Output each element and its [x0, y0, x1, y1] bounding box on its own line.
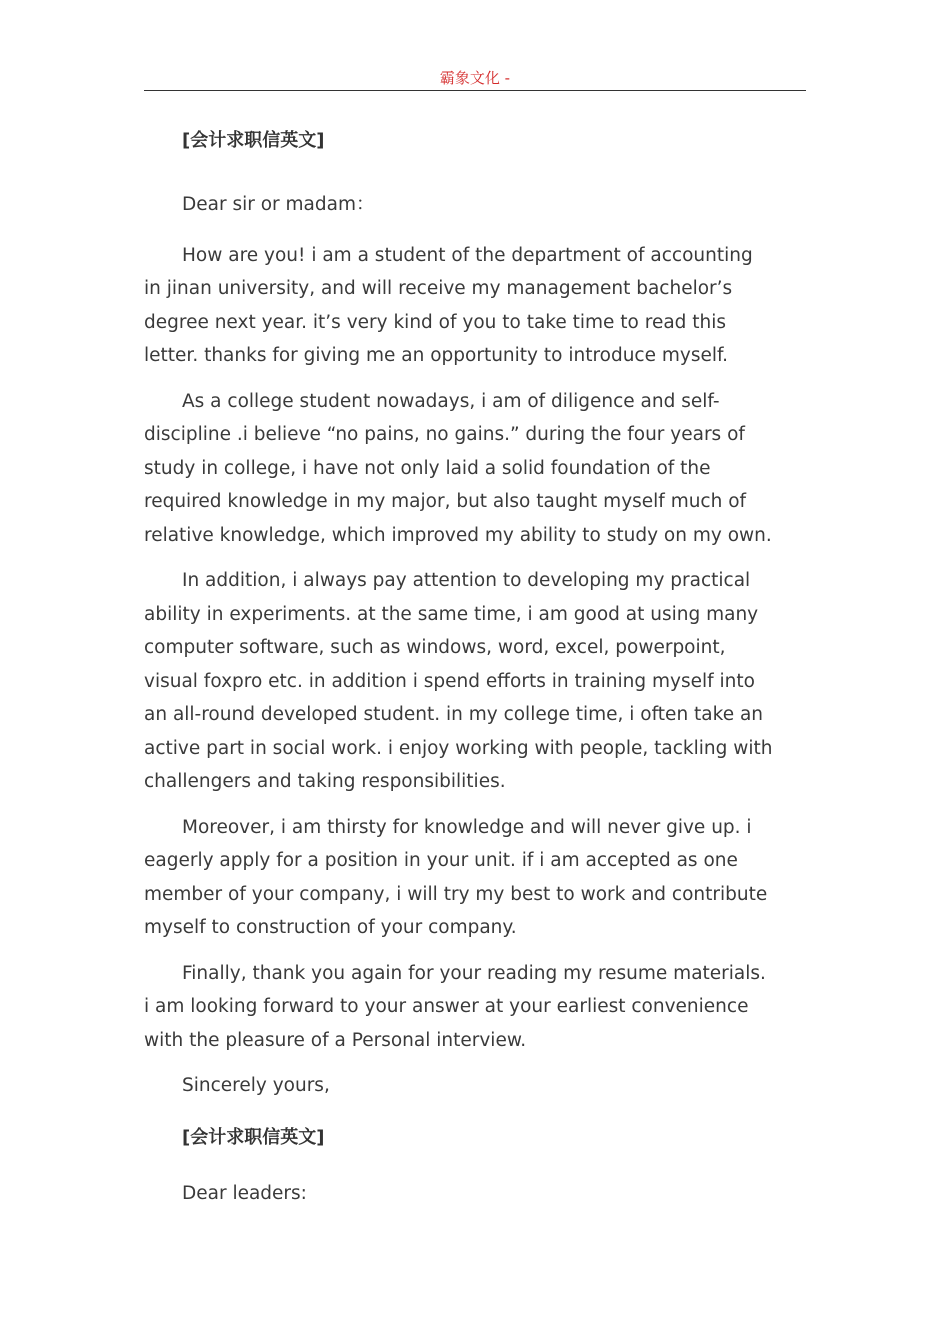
paragraph-line: relative knowledge, which improved my ability to study on my own.: [144, 524, 772, 546]
paragraph-line: in jinan university, and will receive my management bachelor’s: [144, 278, 733, 299]
paragraph-line: How are you! i am a student of the department of accounting: [182, 244, 753, 266]
paragraph-line: with the pleasure of a Personal interview.: [144, 1029, 527, 1051]
paragraph-line: active part in social work. i enjoy working with people, tackling with: [144, 737, 773, 759]
paragraph-line: challengers and taking responsibilities.: [144, 771, 506, 792]
page-header: [144, 66, 806, 91]
paragraph-line: letter. thanks for giving me an opportunity to introduce myself.: [144, 345, 729, 366]
greeting: Dear sir or madam：: [182, 194, 375, 215]
paragraph-5: [144, 957, 806, 1058]
paragraph-line: Finally, thank you again for your reading my resume materials.: [182, 962, 766, 984]
paragraph-line: In addition, i always pay attention to developing my practical: [182, 570, 751, 591]
section-heading: [会计求职信英文]: [182, 130, 325, 151]
header-text: 霸象文化 -: [439, 69, 511, 87]
paragraph-line: As a college student nowadays, i am of diligence and self-: [182, 390, 720, 412]
paragraph-line: degree next year. it’s very kind of you to take time to read this: [144, 311, 727, 333]
paragraph-4: [144, 811, 806, 945]
paragraph-line: visual foxpro etc. in addition i spend efforts in training myself into: [144, 670, 755, 692]
paragraph-3: [144, 564, 806, 799]
paragraph-line: an all-round developed student. in my college time, i often take an: [144, 704, 764, 725]
section-heading-2: [会计求职信英文]: [182, 1126, 325, 1148]
paragraph-line: required knowledge in my major, but also taught myself much of: [144, 491, 747, 512]
paragraph-line: study in college, i have not only laid a solid foundation of the: [144, 457, 711, 479]
paragraph-line: eagerly apply for a position in your unit. if i am accepted as one: [144, 850, 738, 871]
paragraph-line: member of your company, i will try my best to work and contribute: [144, 883, 768, 905]
paragraph-1: [144, 239, 806, 373]
paragraph-line: Moreover, i am thirsty for knowledge and will never give up. i: [182, 816, 752, 838]
paragraph-2: [144, 385, 806, 553]
paragraph-line: computer software, such as windows, word, excel, powerpoint,: [144, 637, 726, 658]
paragraph-line: myself to construction of your company.: [144, 917, 517, 938]
paragraph-line: ability in experiments. at the same time, i am good at using many: [144, 603, 759, 625]
paragraph-line: discipline .i believe “no pains, no gains.” during the four years of: [144, 424, 745, 445]
paragraph-line: i am looking forward to your answer at your earliest convenience: [144, 996, 749, 1017]
document-body: [144, 126, 806, 1210]
closing: Sincerely yours,: [182, 1075, 330, 1096]
greeting-2: Dear leaders:: [182, 1182, 307, 1204]
